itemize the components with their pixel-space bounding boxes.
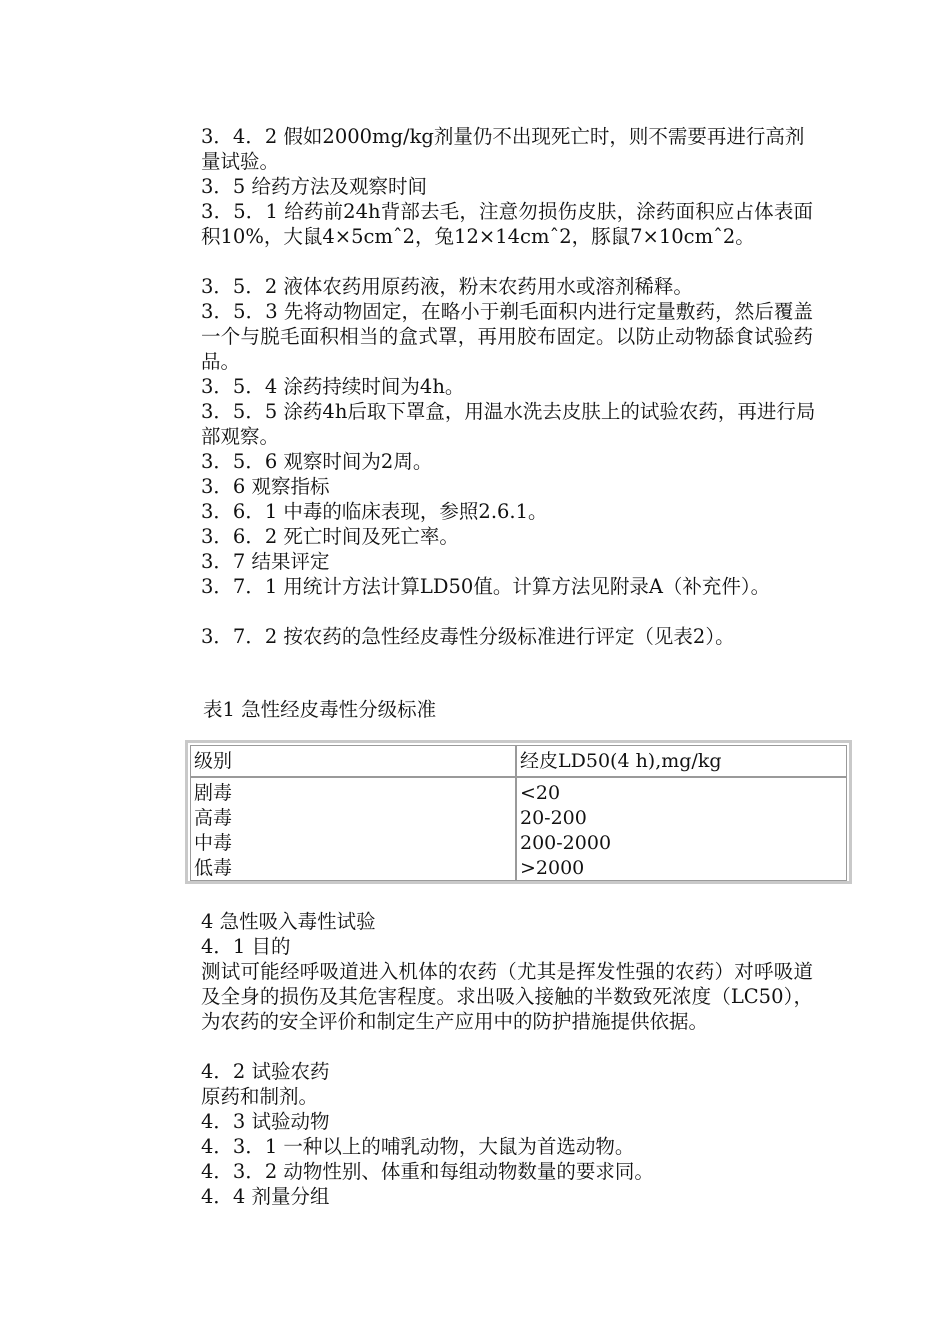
paragraph-4-3-2: 4．3．2 动物性别、体重和每组动物数量的要求同。 [201, 1160, 654, 1183]
header-ld50-text: 经皮LD50(4 h),mg/kg [520, 750, 722, 772]
table-header-ld50 [516, 745, 847, 777]
paragraph-3-6-1: 3．6．1 中毒的临床表现，参照2.6.1。 [201, 500, 548, 523]
heading-4-4: 4．4 剂量分组 [201, 1185, 330, 1208]
paragraph-3-7-2: 3．7．2 按农药的急性经皮毒性分级标准进行评定（见表2）。 [201, 625, 735, 648]
level-item: 剧毒 [194, 782, 233, 804]
paragraph-4-1-body: 测试可能经呼吸道进入机体的农药（尤其是挥发性强的农药）对呼吸道及全身的损伤及其危害程度。求出吸入接触的半数致死浓度（LC50），为农药的安全评价和制定生产应用中的防护措施提供依据。 [201, 960, 813, 1033]
table-caption: 表1 急性经皮毒性分级标准 [203, 698, 437, 721]
header-level-text: 级别 [194, 750, 233, 772]
value-item: >2000 [520, 857, 585, 879]
paragraph-3-5-6: 3．5．6 观察时间为2周。 [201, 450, 433, 473]
toxicity-grading-table [185, 740, 852, 884]
heading-4: 4 急性吸入毒性试验 [201, 910, 376, 933]
heading-3-6: 3．6 观察指标 [201, 475, 330, 498]
level-item: 中毒 [194, 832, 233, 854]
level-item: 低毒 [194, 857, 233, 879]
value-item: 20-200 [520, 807, 587, 829]
paragraph-3-4-2: 3．4．2 假如2000mg/kg剂量仍不出现死亡时，则不需要再进行高剂量试验。 [201, 125, 805, 173]
paragraph-3-7-1: 3．7．1 用统计方法计算LD50值。计算方法见附录A（补充件）。 [201, 575, 771, 598]
value-item: 200-2000 [520, 832, 612, 854]
value-item: <20 [520, 782, 561, 804]
heading-3-7: 3．7 结果评定 [201, 550, 330, 573]
paragraph-4-2-body: 原药和制剂。 [201, 1085, 319, 1108]
table-header-level [190, 745, 516, 777]
paragraph-3-6-2: 3．6．2 死亡时间及死亡率。 [201, 525, 459, 548]
paragraph-3-5-2: 3．5．2 液体农药用原药液，粉末农药用水或溶剂稀释。 [201, 275, 693, 298]
table-cell-levels [190, 777, 516, 881]
heading-4-1: 4．1 目的 [201, 935, 291, 958]
paragraph-3-5-4: 3．5．4 涂药持续时间为4h。 [201, 375, 465, 398]
heading-4-2: 4．2 试验农药 [201, 1060, 330, 1083]
paragraph-3-5-3: 3．5．3 先将动物固定，在略小于剃毛面积内进行定量敷药，然后覆盖一个与脱毛面积相当的盒式罩，再用胶布固定。以防止动物舔食试验药品。 [201, 300, 813, 373]
heading-4-3: 4．3 试验动物 [201, 1110, 330, 1133]
paragraph-3-5-5: 3．5．5 涂药4h后取下罩盒，用温水洗去皮肤上的试验农药，再进行局部观察。 [201, 400, 816, 448]
table-cell-values [516, 777, 847, 881]
paragraph-4-3-1: 4．3．1 一种以上的哺乳动物，大鼠为首选动物。 [201, 1135, 635, 1158]
level-item: 高毒 [194, 807, 233, 829]
paragraph-3-5-1: 3．5．1 给药前24h背部去毛，注意勿损伤皮肤，涂药面积应占体表面积10%，大鼠4×5cmˆ2，兔12×14cmˆ2，豚鼠7×10cmˆ2。 [201, 200, 813, 248]
heading-3-5: 3．5 给药方法及观察时间 [201, 175, 428, 198]
